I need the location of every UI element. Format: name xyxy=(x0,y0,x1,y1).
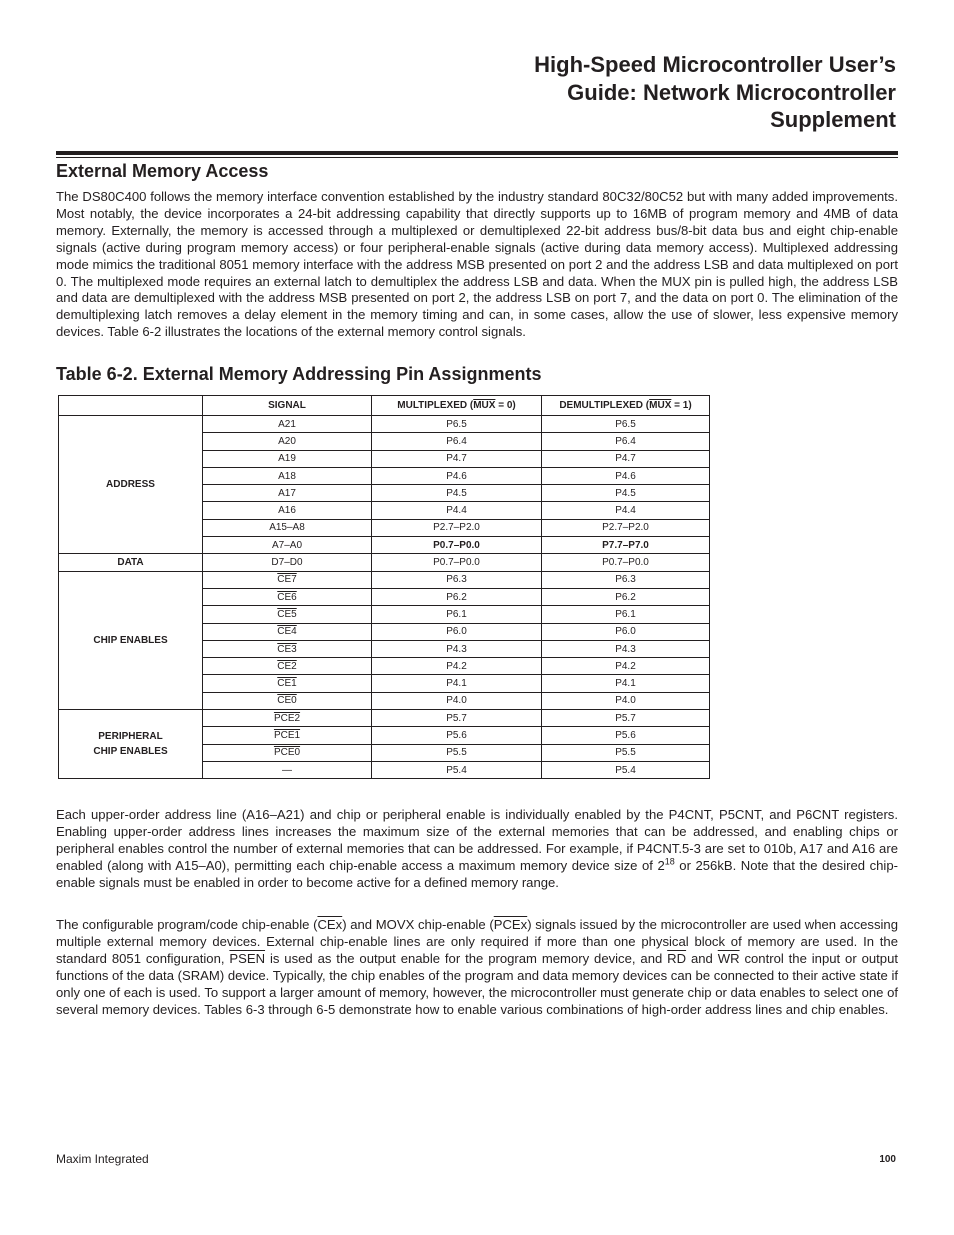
demux-cell: P4.5 xyxy=(542,485,710,502)
mux-cell: P2.7–P2.0 xyxy=(372,519,542,536)
signal-cell: A21 xyxy=(203,416,372,433)
signal-cell: CE4 xyxy=(203,623,372,640)
demux-cell: P4.6 xyxy=(542,467,710,484)
table-caption: Table 6-2. External Memory Addressing Pin Assignments xyxy=(56,364,542,384)
demux-cell: P5.5 xyxy=(542,744,710,761)
signal-cell: CE1 xyxy=(203,675,372,692)
mux-cell: P4.3 xyxy=(372,640,542,657)
demux-cell: P4.1 xyxy=(542,675,710,692)
demux-cell: P2.7–P2.0 xyxy=(542,519,710,536)
signal-cell: PCE1 xyxy=(203,727,372,744)
signal-cell: CE3 xyxy=(203,640,372,657)
group-data: DATA xyxy=(59,554,203,571)
mux-cell: P4.5 xyxy=(372,485,542,502)
title-line: High-Speed Microcontroller User’s xyxy=(534,52,896,77)
mux-cell: P5.5 xyxy=(372,744,542,761)
title-line: Supplement xyxy=(770,107,896,132)
title-line: Guide: Network Microcontroller xyxy=(567,79,896,105)
page-number: 100 xyxy=(879,1154,896,1165)
demux-cell: P5.7 xyxy=(542,710,710,727)
header-demultiplexed: DEMULTIPLEXED $(\overline{MUX} = 1)$ xyxy=(542,396,710,416)
mux-cell: P4.6 xyxy=(372,467,542,484)
mux-cell: P0.7–P0.0 xyxy=(372,554,542,571)
demux-cell: P4.7 xyxy=(542,450,710,467)
document-title xyxy=(534,51,896,134)
demux-cell: P5.6 xyxy=(542,727,710,744)
demux-cell: P6.1 xyxy=(542,606,710,623)
signal-cell: PCE0 xyxy=(203,744,372,761)
signal-cell: A7–A0 xyxy=(203,537,372,554)
superscript: 18 xyxy=(664,856,675,867)
signal-cell: A20 xyxy=(203,433,372,450)
demux-cell: P7.7–P7.0 xyxy=(542,537,710,554)
header-empty xyxy=(59,396,203,416)
demux-cell: P6.3 xyxy=(542,571,710,588)
signal-cell: CE5 xyxy=(203,606,372,623)
signal-cell: PCE2 xyxy=(203,710,372,727)
table-header-row xyxy=(59,396,710,416)
group-address: ADDRESS xyxy=(59,416,203,554)
signal-cell: D7–D0 xyxy=(203,554,372,571)
mux-cell: P0.7–P0.0 xyxy=(372,537,542,554)
mux-cell: P5.4 xyxy=(372,761,542,778)
demux-cell: P4.0 xyxy=(542,692,710,709)
mux-cell: P4.2 xyxy=(372,658,542,675)
signal-cell: A15–A8 xyxy=(203,519,372,536)
mux-cell: P6.5 xyxy=(372,416,542,433)
signal-cell: A16 xyxy=(203,502,372,519)
table-row xyxy=(59,416,710,433)
pin-assignment-table xyxy=(58,395,710,779)
mux-cell: P4.7 xyxy=(372,450,542,467)
signal-cell: A19 xyxy=(203,450,372,467)
header-signal: SIGNAL xyxy=(203,396,372,416)
signal-cell: CE7 xyxy=(203,571,372,588)
demux-cell: P6.0 xyxy=(542,623,710,640)
mux-cell: P4.4 xyxy=(372,502,542,519)
signal-cell: CE0 xyxy=(203,692,372,709)
demux-cell: P6.4 xyxy=(542,433,710,450)
mux-cell: P6.4 xyxy=(372,433,542,450)
signal-cell: CE2 xyxy=(203,658,372,675)
section-heading: External Memory Access xyxy=(56,161,269,181)
mux-cell: P6.3 xyxy=(372,571,542,588)
mux-cell: P4.1 xyxy=(372,675,542,692)
demux-cell: P4.2 xyxy=(542,658,710,675)
signal-cell: CE6 xyxy=(203,588,372,605)
demux-cell: P4.4 xyxy=(542,502,710,519)
signal-cell: A17 xyxy=(203,485,372,502)
table-row xyxy=(59,571,710,588)
demux-cell: P0.7–P0.0 xyxy=(542,554,710,571)
header-rule-thin xyxy=(56,157,898,158)
demux-cell: P4.3 xyxy=(542,640,710,657)
chip-enable-paragraph: The configurable program/code chip-enable $(\overline{CEx})$ and MOVX chip-enable (PCEx) signals issued by the microcontroller are used when accessing multiple external memory devices. External chip-enable lines are only required if more than one physical block of memory are used. In the standard 8051 configuration, PSEN is used as the output enable for the program memory device, and $\overline{RD}$ and $\overline{WR}$ control the input or output functions of the data (SRAM) device. Typically, the chip enables of the program and data memory devices can be connected to their active state if only one of each is used. To support a larger amount of memory, however, the microcontroller must generate chip or data enables to select one of several memory devices. Tables 6-3 through 6-5 demonstrate how to enable various combinations of high-order address lines and chip enables. xyxy=(56,917,898,1017)
signal-cell: A18 xyxy=(203,467,372,484)
demux-cell: P6.5 xyxy=(542,416,710,433)
mux-cell: P6.2 xyxy=(372,588,542,605)
signal-cell: — xyxy=(203,761,372,778)
table-row xyxy=(59,710,710,727)
intro-paragraph: The DS80C400 follows the memory interface convention established by the industry standard 80C32/80C52 but with many added improvements. Most notably, the device incorporates a 24-bit addressing capability that directly supports up to 16MB of program memory and 4MB of data memory. Externally, the memory is accessed through a multiplexed or demultiplexed 22-bit address bus/8-bit data bus and eight chip-enable signals (active during program memory access) or four peripheral-enable signals (active during data memory access). Multiplexed addressing mode mimics the traditional 8051 memory interface with the address MSB presented on port 2 and the address LSB and data multiplexed on port 0. The multiplexed mode requires an external latch to demultiplex the address LSB and data. When the MUX pin is pulled high, the address LSB and data are demultiplexed with the address MSB presented on port 2, the address LSB on port 7, and the data on port 0. The elimination of the demultiplexing latch removes a delay element in the memory timing and can, in some cases, allow the use of slower, less expensive memory devices. Table 6-2 illustrates the locations of the external memory control signals. xyxy=(56,189,898,340)
footer-company: Maxim Integrated xyxy=(56,1152,149,1166)
header-multiplexed: MULTIPLEXED $(\overline{MUX} = 0)$ xyxy=(372,396,542,416)
group-peripheral-chip-enables: PERIPHERAL CHIP ENABLES xyxy=(59,710,203,779)
group-chip-enables: CHIP ENABLES xyxy=(59,571,203,709)
table-row xyxy=(59,554,710,571)
mux-cell: P5.7 xyxy=(372,710,542,727)
mux-cell: P6.0 xyxy=(372,623,542,640)
header-rule xyxy=(56,151,898,155)
enable-paragraph: Each upper-order address line (A16–A21) and chip or peripheral enable is individually enabled by the P4CNT, P5CNT, and P6CNT registers. Enabling upper-order address lines increases the maximum size of the external memories that can be addressed, and enabling chips or peripheral enables control the number of external memories that can be addressed. For example, if P4CNT.5-3 are set to 010b, A17 and A16 are enabled (along with A15–A0), permitting each chip-enable access a maximum memory device size of $2^{18}$ or 256kB. Note that the desired chip-enable signals must be enabled in order to become active for a defined memory range. xyxy=(56,807,898,890)
mux-cell: P6.1 xyxy=(372,606,542,623)
demux-cell: P5.4 xyxy=(542,761,710,778)
demux-cell: P6.2 xyxy=(542,588,710,605)
mux-cell: P4.0 xyxy=(372,692,542,709)
mux-cell: P5.6 xyxy=(372,727,542,744)
